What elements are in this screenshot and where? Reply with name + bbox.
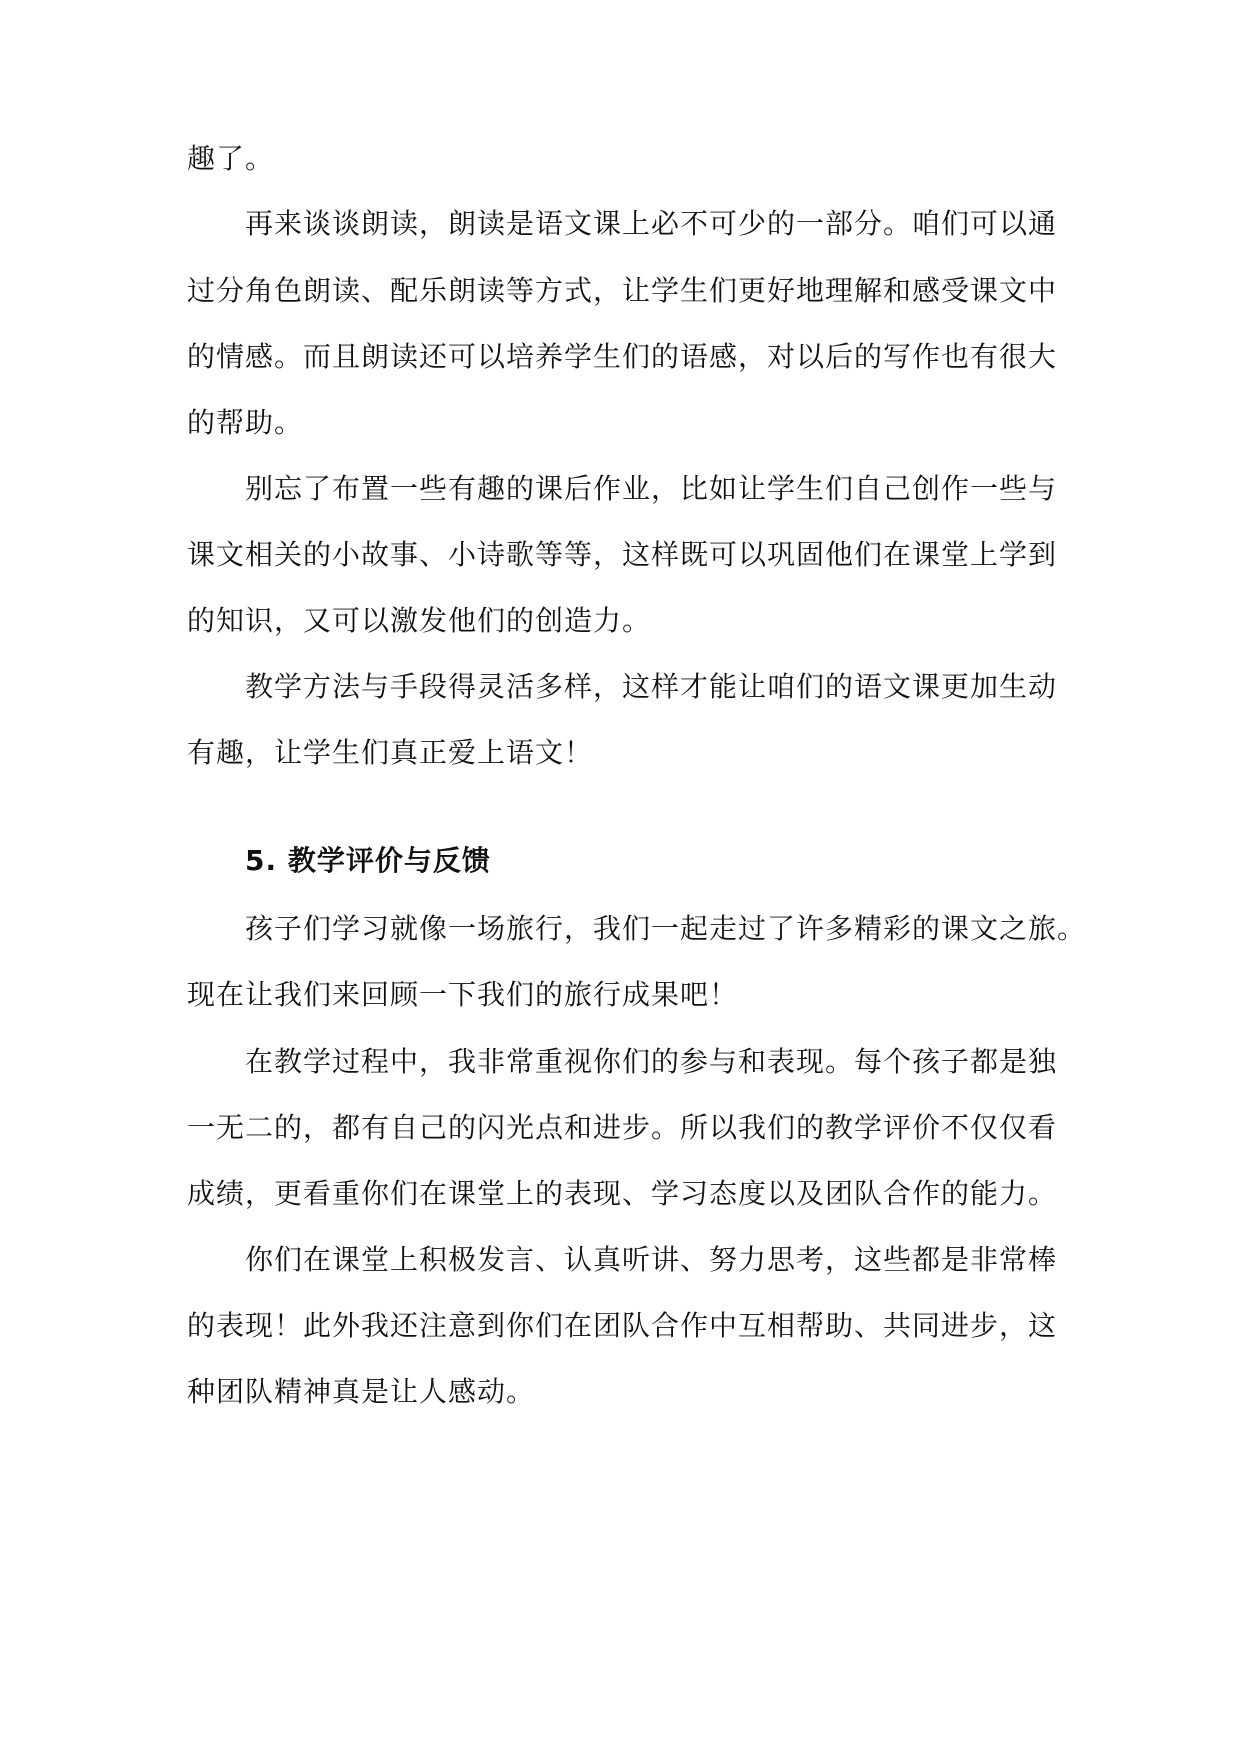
paragraph-line: 种团队精神真是让人感动。 xyxy=(187,1375,536,1408)
paragraph-line: 的情感。而且朗读还可以培养学生们的语感，对以后的写作也有很大 xyxy=(187,340,1058,373)
paragraph-line: 有趣，让学生们真正爱上语文！ xyxy=(187,736,594,769)
paragraph-line: 的帮助。 xyxy=(187,406,304,439)
paragraph-line: 别忘了布置一些有趣的课后作业，比如让学生们自己创作一些与 xyxy=(245,472,1058,505)
paragraph-line: 课文相关的小故事、小诗歌等等，这样既可以巩固他们在课堂上学到 xyxy=(187,538,1058,571)
paragraph-line: 一无二的，都有自己的闪光点和进步。所以我们的教学评价不仅仅看 xyxy=(187,1111,1058,1144)
paragraph-line: 的表现！此外我还注意到你们在团队合作中互相帮助、共同进步，这 xyxy=(187,1309,1058,1342)
paragraph-line: 在教学过程中，我非常重视你们的参与和表现。每个孩子都是独 xyxy=(245,1045,1058,1078)
paragraph-line: 教学方法与手段得灵活多样，这样才能让咱们的语文课更加生动 xyxy=(245,670,1058,703)
paragraph-line: 孩子们学习就像一场旅行，我们一起走过了许多精彩的课文之旅。 xyxy=(245,912,1087,945)
paragraph-line: 现在让我们来回顾一下我们的旅行成果吧！ xyxy=(187,978,739,1011)
paragraph-line: 趣了。 xyxy=(187,142,275,175)
paragraph-line: 成绩，更看重你们在课堂上的表现、学习态度以及团队合作的能力。 xyxy=(187,1177,1058,1210)
paragraph-line: 的知识，又可以激发他们的创造力。 xyxy=(187,604,652,637)
section-heading: 5. 教学评价与反馈 xyxy=(245,844,491,877)
paragraph-line: 你们在课堂上积极发言、认真听讲、努力思考，这些都是非常棒 xyxy=(245,1243,1058,1276)
paragraph-line: 再来谈谈朗读，朗读是语文课上必不可少的一部分。咱们可以通 xyxy=(245,207,1058,240)
paragraph-line: 过分角色朗读、配乐朗读等方式，让学生们更好地理解和感受课文中 xyxy=(187,274,1058,307)
